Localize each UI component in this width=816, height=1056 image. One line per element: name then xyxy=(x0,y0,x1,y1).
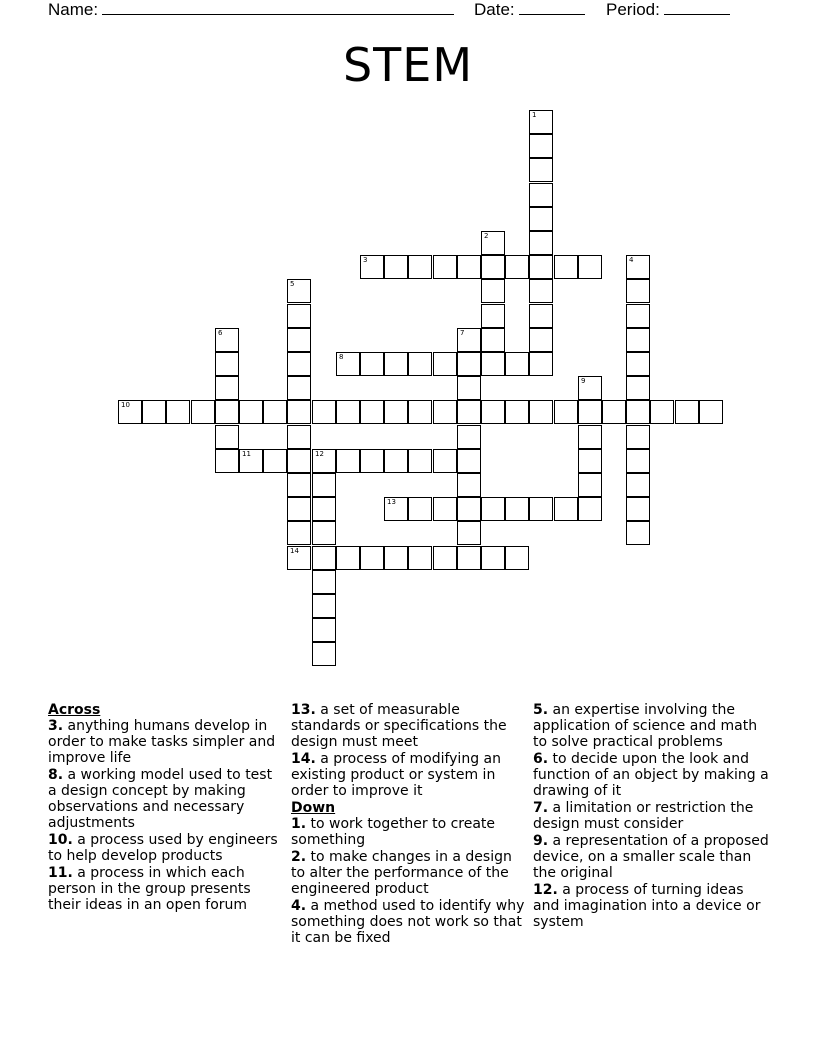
grid-cell[interactable] xyxy=(481,255,505,279)
clue-across-11: 11. a process in which each person in the group presents their ideas in an open forum xyxy=(48,865,251,913)
grid-cell[interactable] xyxy=(699,400,723,424)
grid-cell[interactable] xyxy=(312,521,336,545)
grid-cell[interactable] xyxy=(626,497,650,521)
grid-cell[interactable] xyxy=(312,546,336,570)
grid-cell[interactable] xyxy=(433,449,457,473)
grid-cell[interactable] xyxy=(433,400,457,424)
grid-cell[interactable] xyxy=(529,134,553,158)
grid-cell[interactable] xyxy=(529,304,553,328)
grid-cell[interactable] xyxy=(287,425,311,449)
grid-cell[interactable] xyxy=(336,449,360,473)
grid-cell[interactable] xyxy=(505,400,529,424)
grid-cell[interactable] xyxy=(481,497,505,521)
grid-cell[interactable] xyxy=(529,328,553,352)
grid-cell[interactable] xyxy=(312,400,336,424)
grid-cell[interactable] xyxy=(529,110,553,134)
name-label: Name: xyxy=(48,0,99,19)
grid-cell[interactable] xyxy=(529,231,553,255)
grid-cell[interactable] xyxy=(384,255,408,279)
clue-number: 14 xyxy=(290,547,299,555)
grid-cell[interactable] xyxy=(505,352,529,376)
grid-cell[interactable] xyxy=(554,400,578,424)
clue-down-12: 12. a process of turning ideas and imagination into a device or system xyxy=(533,882,761,930)
grid-cell[interactable] xyxy=(529,255,553,279)
grid-cell[interactable] xyxy=(578,255,602,279)
grid-cell[interactable] xyxy=(408,352,432,376)
grid-cell[interactable] xyxy=(626,449,650,473)
clue-number: 3 xyxy=(363,256,368,264)
clue-down-2: 2. to make changes in a design to alter the performance of the engineered product xyxy=(291,849,512,897)
clue-number: 10 xyxy=(121,401,130,409)
grid-cell[interactable] xyxy=(626,255,650,279)
clue-across-14: 14. a process of modifying an existing product or system in order to improve it xyxy=(291,751,501,799)
grid-cell[interactable] xyxy=(457,328,481,352)
grid-cell[interactable] xyxy=(312,570,336,594)
grid-cell[interactable] xyxy=(263,449,287,473)
grid-cell[interactable] xyxy=(336,352,360,376)
grid-cell[interactable] xyxy=(360,546,384,570)
clues-column-2 xyxy=(291,702,527,947)
grid-cell[interactable] xyxy=(312,594,336,618)
grid-cell[interactable] xyxy=(408,400,432,424)
clue-number: 1 xyxy=(532,111,537,119)
grid-cell[interactable] xyxy=(215,328,239,352)
grid-cell[interactable] xyxy=(554,255,578,279)
grid-cell[interactable] xyxy=(505,546,529,570)
down-heading: Down xyxy=(291,800,336,816)
grid-cell[interactable] xyxy=(384,497,408,521)
grid-cell[interactable] xyxy=(602,400,626,424)
grid-cell[interactable] xyxy=(312,449,336,473)
clue-down-9: 9. a representation of a proposed device, on a smaller scale than the original xyxy=(533,833,769,881)
grid-cell[interactable] xyxy=(457,473,481,497)
grid-cell[interactable] xyxy=(287,328,311,352)
grid-cell[interactable] xyxy=(578,425,602,449)
grid-cell[interactable] xyxy=(457,497,481,521)
grid-cell[interactable] xyxy=(626,521,650,545)
grid-cell[interactable] xyxy=(626,279,650,303)
grid-cell[interactable] xyxy=(360,255,384,279)
clue-across-3: 3. anything humans develop in order to make tasks simpler and improve life xyxy=(48,718,276,766)
clue-number: 12 xyxy=(315,450,324,458)
grid-cell[interactable] xyxy=(457,352,481,376)
grid-cell[interactable] xyxy=(578,497,602,521)
grid-cell[interactable] xyxy=(287,279,311,303)
grid-cell[interactable] xyxy=(505,497,529,521)
clue-across-8: 8. a working model used to test a design concept by making observations and necessary adjustments xyxy=(48,767,273,831)
grid-cell[interactable] xyxy=(360,400,384,424)
grid-cell[interactable] xyxy=(312,473,336,497)
grid-cell[interactable] xyxy=(336,400,360,424)
clue-number: 7 xyxy=(460,329,465,337)
grid-cell[interactable] xyxy=(433,546,457,570)
grid-cell[interactable] xyxy=(312,497,336,521)
grid-cell[interactable] xyxy=(287,449,311,473)
grid-cell[interactable] xyxy=(457,521,481,545)
grid-cell[interactable] xyxy=(287,376,311,400)
grid-cell[interactable] xyxy=(626,473,650,497)
grid-cell[interactable] xyxy=(529,183,553,207)
grid-cell[interactable] xyxy=(360,352,384,376)
grid-cell[interactable] xyxy=(118,400,142,424)
grid-cell[interactable] xyxy=(215,352,239,376)
grid-cell[interactable] xyxy=(626,376,650,400)
grid-cell[interactable] xyxy=(481,279,505,303)
grid-cell[interactable] xyxy=(457,376,481,400)
grid-cell[interactable] xyxy=(166,400,190,424)
clue-down-7: 7. a limitation or restriction the design must consider xyxy=(533,800,754,832)
grid-cell[interactable] xyxy=(287,521,311,545)
grid-cell[interactable] xyxy=(287,304,311,328)
grid-cell[interactable] xyxy=(578,449,602,473)
clue-down-1: 1. to work together to create something xyxy=(291,816,496,848)
grid-cell[interactable] xyxy=(336,546,360,570)
grid-cell[interactable] xyxy=(360,449,384,473)
grid-cell[interactable] xyxy=(433,497,457,521)
grid-cell[interactable] xyxy=(650,400,674,424)
grid-cell[interactable] xyxy=(215,425,239,449)
grid-cell[interactable] xyxy=(481,400,505,424)
grid-cell[interactable] xyxy=(675,400,699,424)
clue-down-6: 6. to decide upon the look and function of an object by making a drawing of it xyxy=(533,751,769,799)
grid-cell[interactable] xyxy=(408,546,432,570)
grid-cell[interactable] xyxy=(408,497,432,521)
grid-cell[interactable] xyxy=(529,497,553,521)
grid-cell[interactable] xyxy=(626,328,650,352)
grid-cell[interactable] xyxy=(529,279,553,303)
grid-cell[interactable] xyxy=(505,255,529,279)
grid-cell[interactable] xyxy=(384,400,408,424)
grid-cell[interactable] xyxy=(263,400,287,424)
grid-cell[interactable] xyxy=(529,352,553,376)
grid-cell[interactable] xyxy=(287,473,311,497)
clues-column-1 xyxy=(48,702,280,914)
period-label: Period: xyxy=(606,0,660,19)
grid-cell[interactable] xyxy=(433,255,457,279)
clue-number: 13 xyxy=(387,498,396,506)
grid-cell[interactable] xyxy=(191,400,215,424)
grid-cell[interactable] xyxy=(215,376,239,400)
grid-cell[interactable] xyxy=(215,400,239,424)
clue-down-4: 4. a method used to identify why something does not work so that it can be fixed xyxy=(291,898,525,946)
grid-cell[interactable] xyxy=(457,546,481,570)
grid-cell[interactable] xyxy=(384,546,408,570)
grid-cell[interactable] xyxy=(578,400,602,424)
grid-cell[interactable] xyxy=(239,449,263,473)
clue-number: 6 xyxy=(218,329,223,337)
date-label: Date: xyxy=(474,0,515,19)
grid-cell[interactable] xyxy=(408,449,432,473)
grid-cell[interactable] xyxy=(481,231,505,255)
clue-down-5: 5. an expertise involving the application of science and math to solve practical problems xyxy=(533,702,758,750)
clues-column-3 xyxy=(533,702,773,931)
grid-cell[interactable] xyxy=(529,207,553,231)
clue-number: 11 xyxy=(242,450,251,458)
page-title: STEM xyxy=(342,38,474,92)
grid-cell[interactable] xyxy=(142,400,166,424)
clue-across-13: 13. a set of measurable standards or specifications the design must meet xyxy=(291,702,507,750)
grid-cell[interactable] xyxy=(287,400,311,424)
clue-number: 2 xyxy=(484,232,489,240)
grid-cell[interactable] xyxy=(626,352,650,376)
grid-cell[interactable] xyxy=(457,255,481,279)
grid-cell[interactable] xyxy=(578,473,602,497)
grid-cell[interactable] xyxy=(457,425,481,449)
grid-cell[interactable] xyxy=(312,642,336,666)
grid-cell[interactable] xyxy=(529,400,553,424)
clue-number: 5 xyxy=(290,280,295,288)
across-heading: Across xyxy=(48,702,101,718)
grid-cell[interactable] xyxy=(626,400,650,424)
grid-cell[interactable] xyxy=(481,546,505,570)
grid-cell[interactable] xyxy=(239,400,263,424)
grid-cell[interactable] xyxy=(287,497,311,521)
clue-number: 9 xyxy=(581,377,586,385)
grid-cell[interactable] xyxy=(457,449,481,473)
grid-cell[interactable] xyxy=(554,497,578,521)
grid-cell[interactable] xyxy=(578,376,602,400)
grid-cell[interactable] xyxy=(529,158,553,182)
clue-number: 4 xyxy=(629,256,634,264)
grid-cell[interactable] xyxy=(481,304,505,328)
clue-number: 8 xyxy=(339,353,344,361)
grid-cell[interactable] xyxy=(626,425,650,449)
grid-cell[interactable] xyxy=(433,352,457,376)
grid-cell[interactable] xyxy=(481,352,505,376)
grid-cell[interactable] xyxy=(408,255,432,279)
grid-cell[interactable] xyxy=(215,449,239,473)
grid-cell[interactable] xyxy=(287,352,311,376)
clue-across-10: 10. a process used by engineers to help develop products xyxy=(48,832,278,864)
grid-cell[interactable] xyxy=(457,400,481,424)
grid-cell[interactable] xyxy=(312,618,336,642)
grid-cell[interactable] xyxy=(384,449,408,473)
grid-cell[interactable] xyxy=(287,546,311,570)
grid-cell[interactable] xyxy=(384,352,408,376)
grid-cell[interactable] xyxy=(626,304,650,328)
grid-cell[interactable] xyxy=(481,328,505,352)
